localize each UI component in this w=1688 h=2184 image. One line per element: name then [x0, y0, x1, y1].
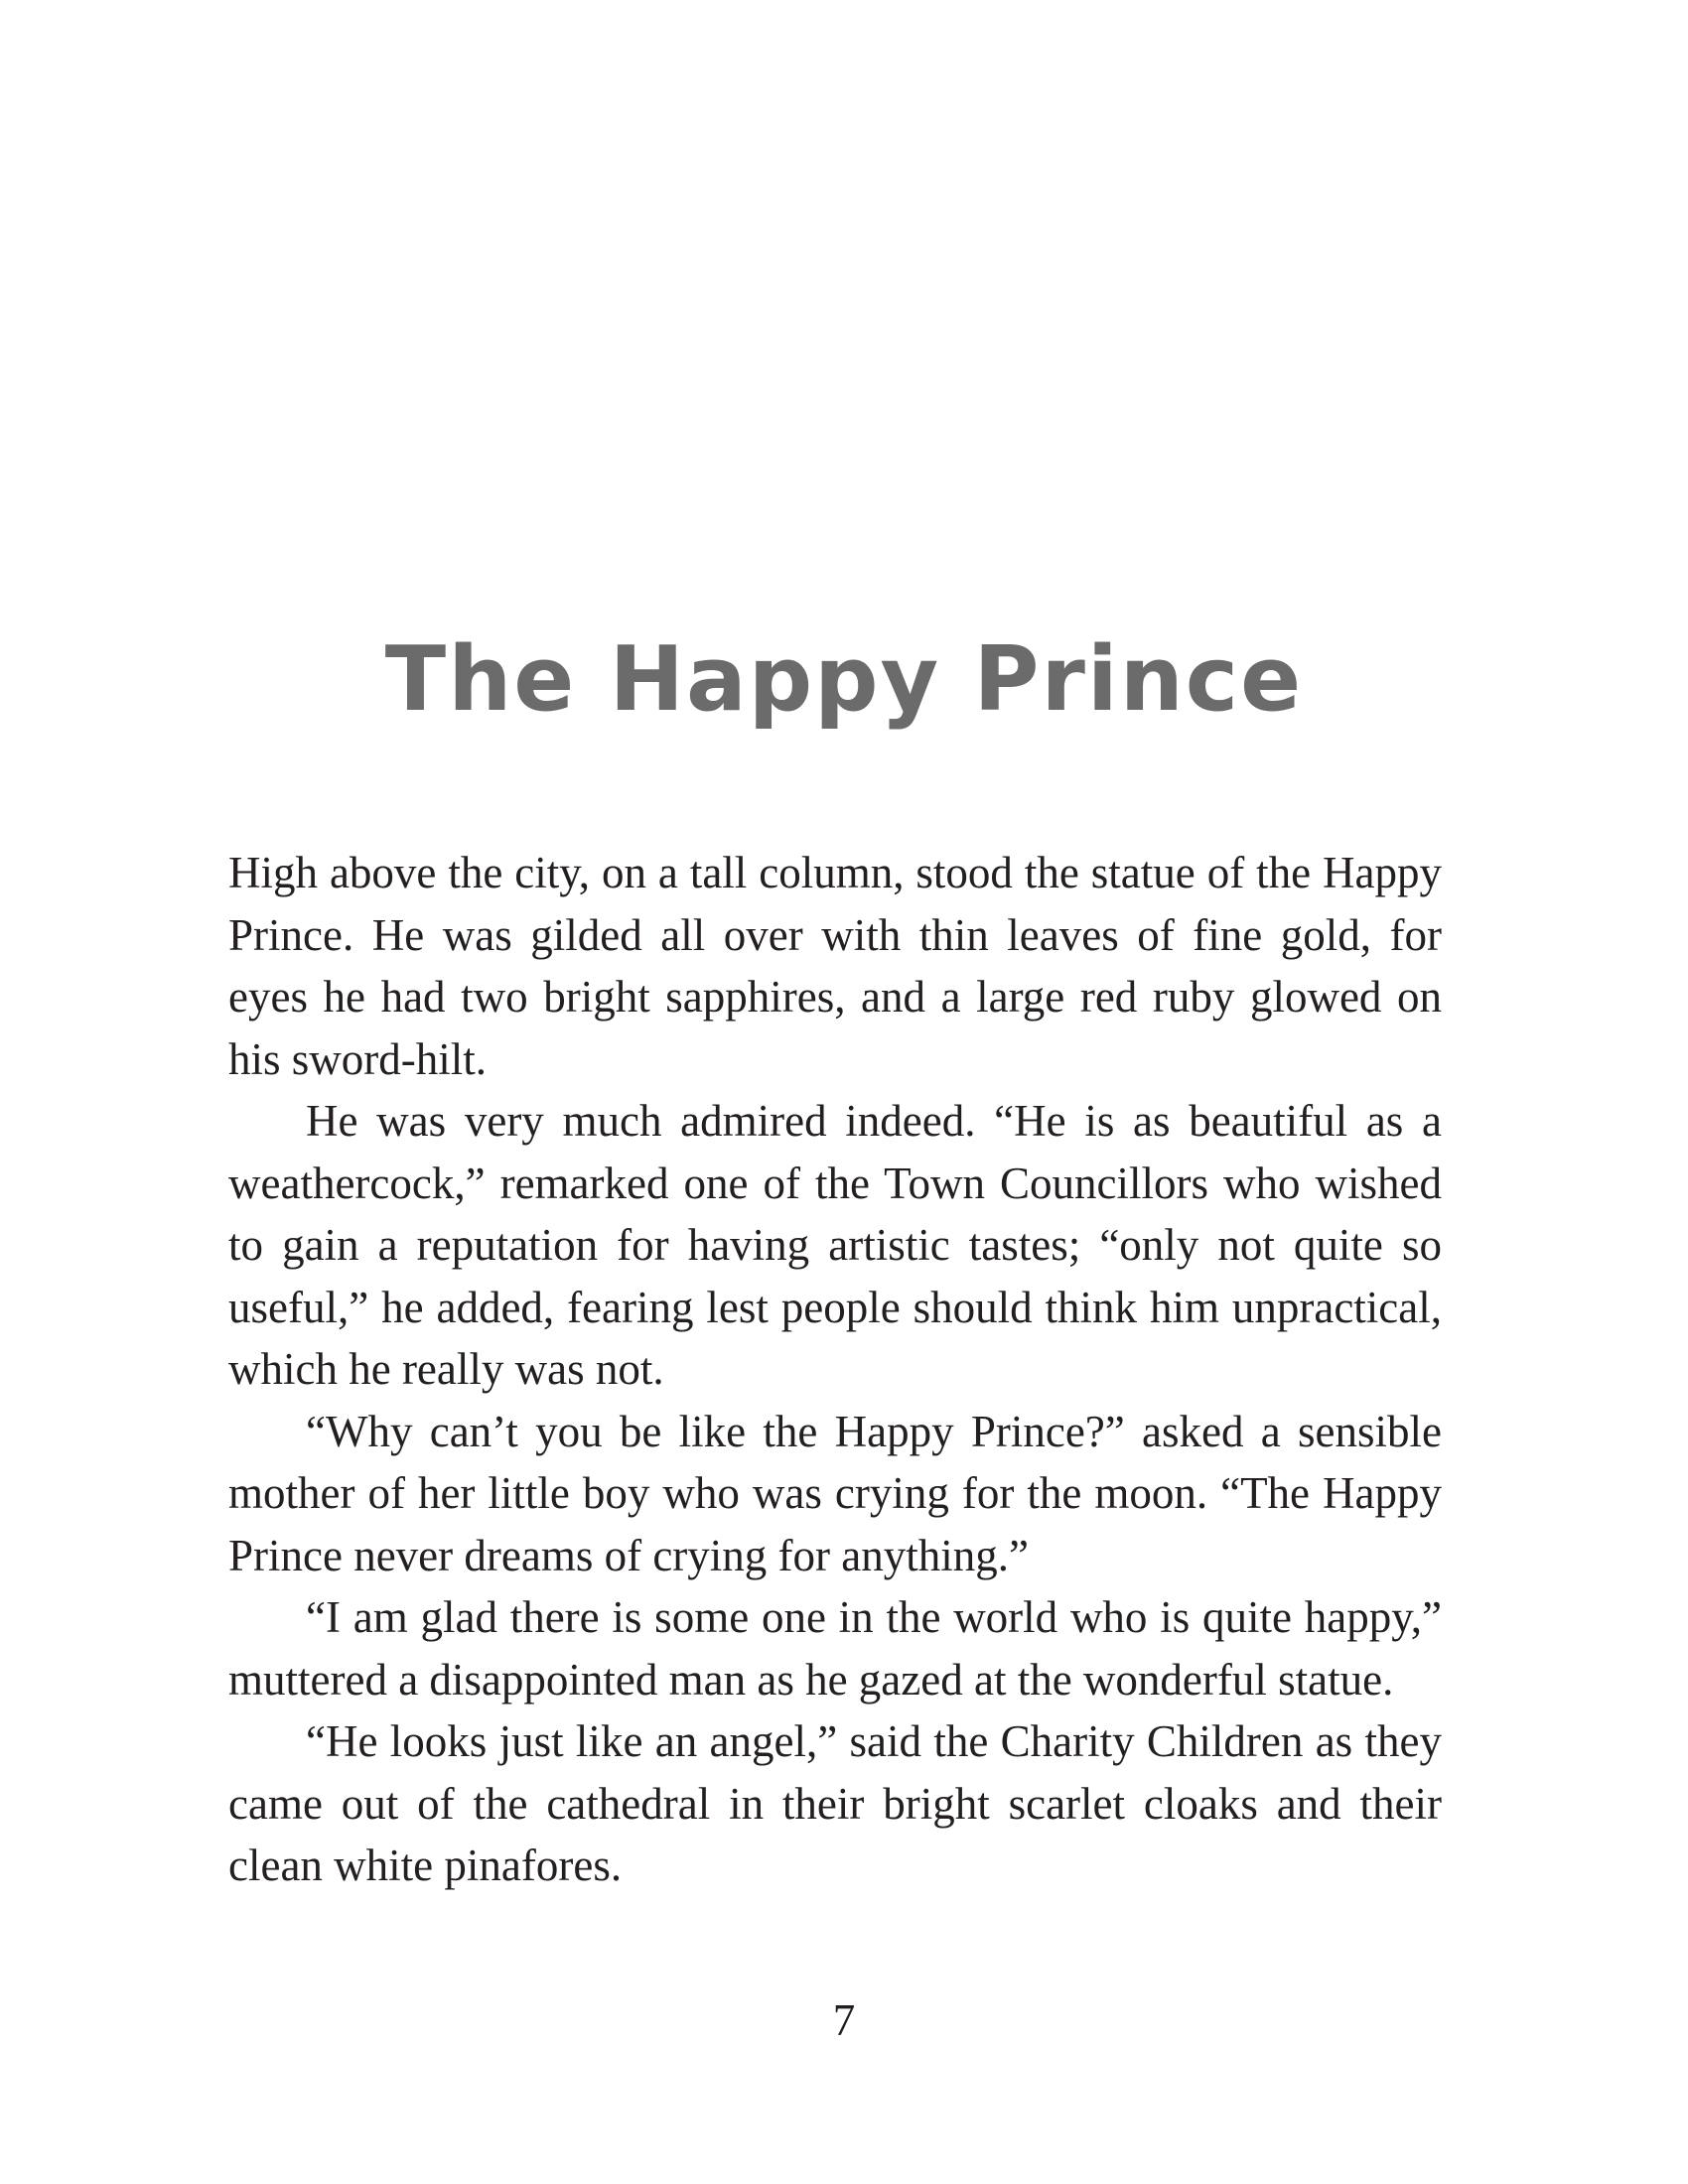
paragraph-5: “He looks just like an angel,” said the Charity Children as they came out of the cathedral in their bright scarlet cloaks and their clean white pinafores.	[228, 1716, 1442, 1890]
paragraph-3: “Why can’t you be like the Happy Prince?” asked a sensible mother of her little boy who was crying for the moon. “The Happy Prince never dreams of crying for anything.”	[228, 1406, 1442, 1580]
paragraph-1: High above the city, on a tall column, stood the statue of the Happy Prince. He was gilded all over with thin leaves of fine gold, for eyes he had two bright sapphires, and a large red ruby glowed on his sword-hilt.	[228, 848, 1442, 1084]
body-text	[228, 842, 1442, 1897]
paragraph-2: He was very much admired indeed. “He is as beautiful as a weathercock,” remarked one of the Town Councillors who wished to gain a reputation for having artistic tastes; “only not quite so useful,” he added, fearing lest people should think him unpractical, which he really was not.	[228, 1096, 1442, 1394]
chapter-title: The Happy Prince	[384, 627, 1304, 732]
page-number: 7	[832, 1995, 856, 2045]
paragraph-4: “I am glad there is some one in the world who is quite happy,” muttered a disappointed man as he gazed at the wonderful statue.	[228, 1592, 1442, 1705]
